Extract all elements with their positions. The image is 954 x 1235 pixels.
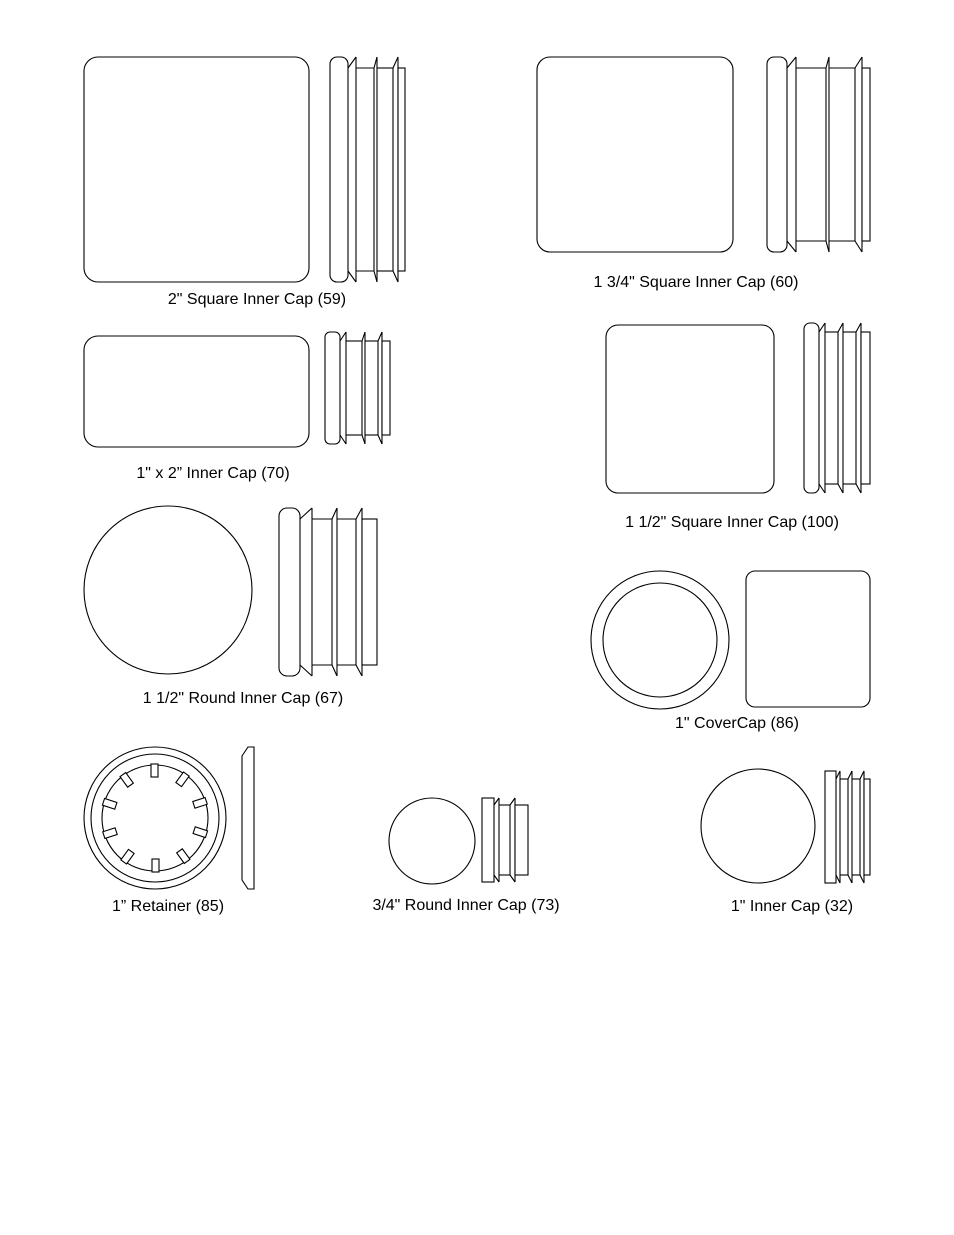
cap-side-view (746, 571, 870, 707)
part-2in-square-inner-cap (84, 57, 405, 308)
cap-side-view (325, 332, 390, 444)
retainer-top-view (84, 747, 226, 889)
part-1in-cover-cap (591, 571, 870, 732)
part-label: 1" x 2” Inner Cap (70) (136, 465, 290, 482)
cap-top-view (606, 325, 774, 493)
part-label: 3/4" Round Inner Cap (73) (372, 897, 560, 914)
cap-top-view (84, 57, 309, 282)
cap-top-view (84, 506, 252, 674)
part-label: 1 3/4" Square Inner Cap (60) (593, 274, 799, 291)
part-1-1-2in-round-inner-cap (84, 506, 377, 707)
part-1in-inner-cap (701, 769, 870, 915)
retainer-side-view (242, 747, 254, 889)
cap-top-view (701, 769, 815, 883)
part-label: 2" Square Inner Cap (59) (167, 291, 347, 308)
cap-side-view (825, 771, 870, 883)
part-3-4in-round-inner-cap (372, 798, 559, 914)
part-label: 1" Inner Cap (32) (730, 898, 854, 915)
part-1-1-2in-square-inner-cap (606, 323, 870, 531)
part-label: 1 1/2" Square Inner Cap (100) (625, 514, 839, 531)
cap-side-view (482, 798, 528, 882)
part-1x2in-inner-cap (84, 332, 390, 482)
part-label: 1" CoverCap (86) (675, 715, 799, 732)
part-label: 1” Retainer (85) (111, 898, 225, 915)
part-1in-retainer (84, 747, 254, 915)
cap-side-view (767, 57, 870, 252)
cap-top-view (389, 798, 475, 884)
cap-side-view (804, 323, 870, 493)
part-1-3-4in-square-inner-cap (537, 57, 870, 291)
cap-side-view (279, 508, 377, 676)
cap-top-view (84, 336, 309, 447)
part-label: 1 1/2" Round Inner Cap (67) (142, 690, 344, 707)
cap-top-view (537, 57, 733, 252)
cap-side-view (330, 57, 405, 282)
cap-top-view (591, 571, 729, 709)
